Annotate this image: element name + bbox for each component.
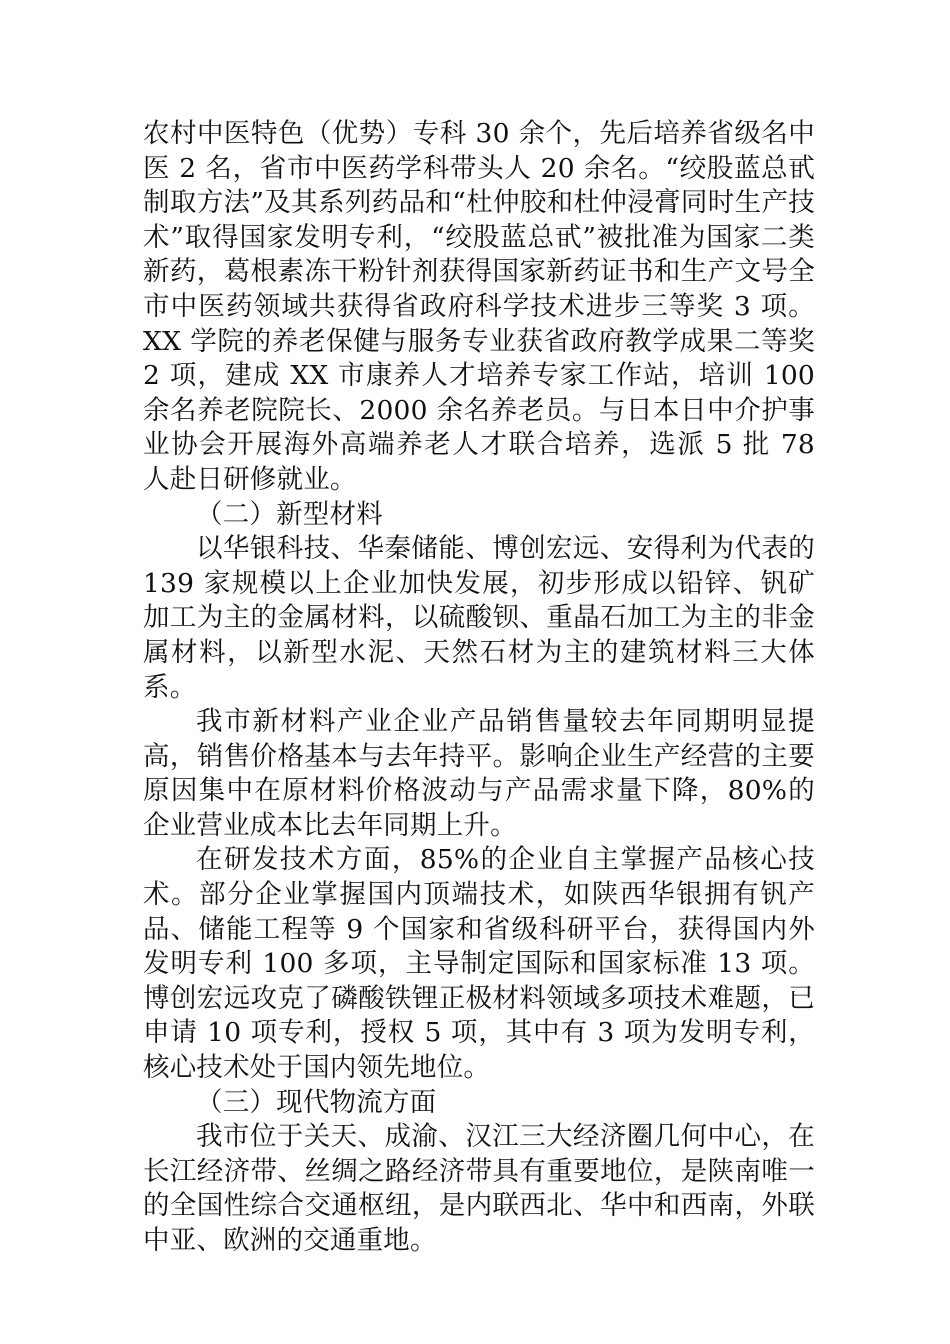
paragraph-new-materials-enterprises: 以华银科技、华秦储能、博创宏远、安得利为代表的 139 家规模以上企业加快发展，初步形成以铅锌、钒矿加工为主的金属材料，以硫酸钡、重晶石加工为主的非金属材料，以新型水泥、天然石材为主的建筑材料三大体系。 (143, 533, 815, 703)
document-page (143, 117, 815, 1259)
section-heading-modern-logistics: （三）现代物流方面 (196, 1086, 437, 1118)
paragraph-rd-technology: 在研发技术方面，85%的企业自主掌握产品核心技术。部分企业掌握国内顶端技术，如陕西华银拥有钒产品、储能工程等 9 个国家和省级科研平台，获得国内外发明专利 100 多项，主导制定国际和国家标准 13 项。博创宏远攻克了磷酸铁锂正极材料领域多项技术难题，已申请 10 项专利，授权 5 项，其中有 3 项为发明专利，核心技术处于国内领先地位。 (143, 844, 815, 1084)
paragraph-tcm-achievements: 农村中医特色（优势）专科 30 余个，先后培养省级名中医 2 名，省市中医药学科带头人 20 余名。“绞股蓝总甙制取方法”及其系列药品和“杜仲胶和杜仲浸膏同时生产技术”取得国家发明专利，“绞股蓝总甙”被批准为国家二类新药，葛根素冻干粉针剂获得国家新药证书和生产文号全市中医药领域共获得省政府科学技术进步三等奖 3 项。XX 学院的养老保健与服务专业获省政府教学成果二等奖 2 项，建成 XX 市康养人才培养专家工作站，培训 100 余名养老院院长、2000 余名养老员。与日本日中介护事业协会开展海外高端养老人才联合培养，选派 5 批 78 人赴日研修就业。 (143, 118, 815, 495)
paragraph-logistics-location: 我市位于关天、成渝、汉江三大经济圈几何中心，在长江经济带、丝绸之路经济带具有重要地位，是陕南唯一的全国性综合交通枢纽，是内联西北、华中和西南，外联中亚、欧洲的交通重地。 (143, 1121, 815, 1256)
section-heading-new-materials: （二）新型材料 (196, 498, 383, 530)
paragraph-new-materials-sales: 我市新材料产业企业产品销售量较去年同期明显提高，销售价格基本与去年持平。影响企业生产经营的主要原因集中在原材料价格波动与产品需求量下降，80%的企业营业成本比去年同期上升。 (143, 706, 815, 841)
